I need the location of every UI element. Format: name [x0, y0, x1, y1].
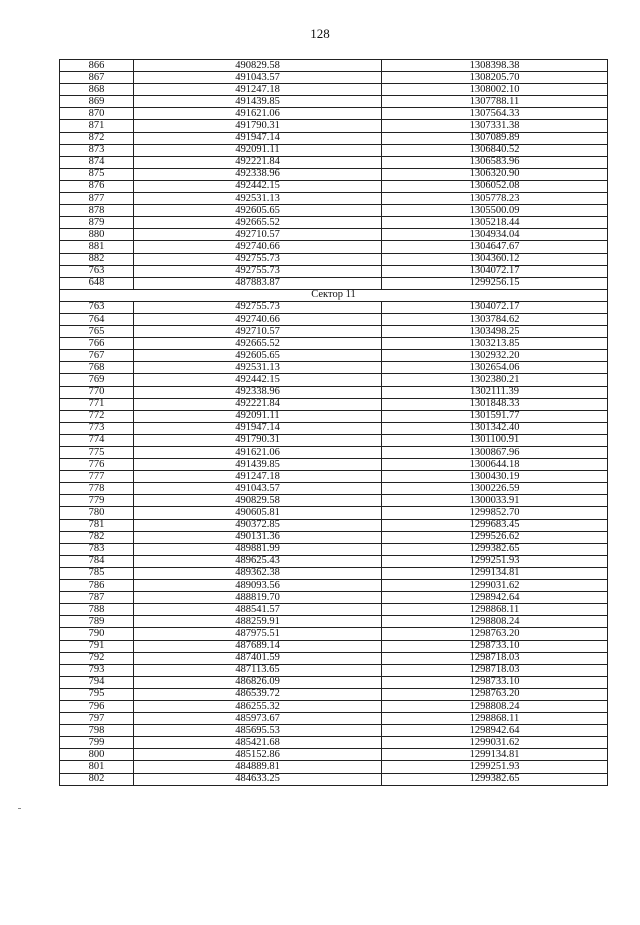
- y-coordinate-cell: 1299526.62: [382, 531, 608, 543]
- table-row: [60, 144, 608, 156]
- table-row: [60, 180, 608, 192]
- page-number: 128: [310, 26, 330, 41]
- y-coordinate-cell: 1307089.89: [382, 132, 608, 144]
- point-number-cell: 873: [60, 144, 134, 156]
- point-number-cell: 801: [60, 761, 134, 773]
- y-coordinate-cell: 1299031.62: [382, 580, 608, 592]
- table-row: [60, 422, 608, 434]
- y-coordinate-cell: 1298942.64: [382, 592, 608, 604]
- point-number-cell: 802: [60, 773, 134, 785]
- x-coordinate-cell: 489881.99: [134, 543, 382, 555]
- y-coordinate-cell: 1307564.33: [382, 108, 608, 120]
- x-coordinate-cell: 491247.18: [134, 471, 382, 483]
- table-row: [60, 616, 608, 628]
- x-coordinate-cell: 488259.91: [134, 616, 382, 628]
- y-coordinate-cell: 1303213.85: [382, 338, 608, 350]
- y-coordinate-cell: 1300226.59: [382, 483, 608, 495]
- table-row: [60, 374, 608, 386]
- table-row: [60, 592, 608, 604]
- x-coordinate-cell: 487975.51: [134, 628, 382, 640]
- table-row: [60, 156, 608, 168]
- table-row: [60, 640, 608, 652]
- table-row: [60, 604, 608, 616]
- x-coordinate-cell: 492605.65: [134, 205, 382, 217]
- point-number-cell: 879: [60, 217, 134, 229]
- table-row: [60, 447, 608, 459]
- table-row: [60, 459, 608, 471]
- x-coordinate-cell: 491790.31: [134, 434, 382, 446]
- y-coordinate-cell: 1298718.03: [382, 652, 608, 664]
- point-number-cell: 779: [60, 495, 134, 507]
- point-number-cell: 800: [60, 749, 134, 761]
- point-number-cell: 792: [60, 652, 134, 664]
- point-number-cell: 877: [60, 193, 134, 205]
- x-coordinate-cell: 492710.57: [134, 229, 382, 241]
- point-number-cell: 769: [60, 374, 134, 386]
- x-coordinate-cell: 484633.25: [134, 773, 382, 785]
- point-number-cell: 780: [60, 507, 134, 519]
- point-number-cell: 882: [60, 253, 134, 265]
- y-coordinate-cell: 1306320.90: [382, 168, 608, 180]
- table-row: [60, 193, 608, 205]
- y-coordinate-cell: 1304072.17: [382, 265, 608, 277]
- table-row: [60, 713, 608, 725]
- x-coordinate-cell: 488819.70: [134, 592, 382, 604]
- point-number-cell: 868: [60, 84, 134, 96]
- y-coordinate-cell: 1299031.62: [382, 737, 608, 749]
- table-row: [60, 688, 608, 700]
- table-row: [60, 434, 608, 446]
- point-number-cell: 869: [60, 96, 134, 108]
- point-number-cell: 770: [60, 386, 134, 398]
- point-number-cell: 870: [60, 108, 134, 120]
- table-row: [60, 398, 608, 410]
- point-number-cell: 766: [60, 338, 134, 350]
- x-coordinate-cell: 492755.73: [134, 253, 382, 265]
- y-coordinate-cell: 1300033.91: [382, 495, 608, 507]
- point-number-cell: 767: [60, 350, 134, 362]
- table-row: [60, 265, 608, 277]
- x-coordinate-cell: 492665.52: [134, 338, 382, 350]
- table-row: [60, 495, 608, 507]
- table-row: [60, 301, 608, 313]
- table-row: [60, 664, 608, 676]
- y-coordinate-cell: 1304360.12: [382, 253, 608, 265]
- table-row: [60, 386, 608, 398]
- table-row: [60, 120, 608, 132]
- x-coordinate-cell: 485695.53: [134, 725, 382, 737]
- table-row: [60, 749, 608, 761]
- table-row: [60, 205, 608, 217]
- table-row: [60, 543, 608, 555]
- x-coordinate-cell: 491621.06: [134, 108, 382, 120]
- table-row: [60, 555, 608, 567]
- y-coordinate-cell: 1298808.24: [382, 700, 608, 712]
- table-row: [60, 507, 608, 519]
- x-coordinate-cell: 485152.86: [134, 749, 382, 761]
- y-coordinate-cell: 1302932.20: [382, 350, 608, 362]
- y-coordinate-cell: 1301848.33: [382, 398, 608, 410]
- point-number-cell: 763: [60, 265, 134, 277]
- y-coordinate-cell: 1299256.15: [382, 277, 608, 289]
- x-coordinate-cell: 491439.85: [134, 96, 382, 108]
- table-row: [60, 676, 608, 688]
- point-number-cell: 776: [60, 459, 134, 471]
- point-number-cell: 875: [60, 168, 134, 180]
- y-coordinate-cell: 1298763.20: [382, 688, 608, 700]
- x-coordinate-cell: 492755.73: [134, 265, 382, 277]
- y-coordinate-cell: 1300867.96: [382, 447, 608, 459]
- point-number-cell: 763: [60, 301, 134, 313]
- x-coordinate-cell: 484889.81: [134, 761, 382, 773]
- x-coordinate-cell: 491439.85: [134, 459, 382, 471]
- y-coordinate-cell: 1306583.96: [382, 156, 608, 168]
- y-coordinate-cell: 1299251.93: [382, 555, 608, 567]
- point-number-cell: 872: [60, 132, 134, 144]
- y-coordinate-cell: 1298942.64: [382, 725, 608, 737]
- sector-label: Сектор 11: [60, 289, 608, 301]
- x-coordinate-cell: 490131.36: [134, 531, 382, 543]
- table-row: [60, 350, 608, 362]
- x-coordinate-cell: 486826.09: [134, 676, 382, 688]
- x-coordinate-cell: 486539.72: [134, 688, 382, 700]
- x-coordinate-cell: 492091.11: [134, 410, 382, 422]
- x-coordinate-cell: 492605.65: [134, 350, 382, 362]
- y-coordinate-cell: 1302111.39: [382, 386, 608, 398]
- table-row: [60, 338, 608, 350]
- point-number-cell: 768: [60, 362, 134, 374]
- point-number-cell: 648: [60, 277, 134, 289]
- x-coordinate-cell: 491043.57: [134, 72, 382, 84]
- y-coordinate-cell: 1298868.11: [382, 713, 608, 725]
- point-number-cell: 786: [60, 580, 134, 592]
- table-row: [60, 326, 608, 338]
- point-number-cell: 775: [60, 447, 134, 459]
- point-number-cell: 791: [60, 640, 134, 652]
- x-coordinate-cell: 490829.58: [134, 495, 382, 507]
- x-coordinate-cell: 487689.14: [134, 640, 382, 652]
- table-row: [60, 725, 608, 737]
- y-coordinate-cell: 1305778.23: [382, 193, 608, 205]
- point-number-cell: 764: [60, 313, 134, 325]
- table-row: [60, 60, 608, 72]
- point-number-cell: 867: [60, 72, 134, 84]
- point-number-cell: 777: [60, 471, 134, 483]
- coordinates-table-body: [60, 60, 608, 786]
- point-number-cell: 774: [60, 434, 134, 446]
- y-coordinate-cell: 1304072.17: [382, 301, 608, 313]
- x-coordinate-cell: 487401.59: [134, 652, 382, 664]
- table-row: [60, 108, 608, 120]
- table-row: [60, 168, 608, 180]
- table-row: [60, 580, 608, 592]
- x-coordinate-cell: 489093.56: [134, 580, 382, 592]
- x-coordinate-cell: 491621.06: [134, 447, 382, 459]
- y-coordinate-cell: 1298868.11: [382, 604, 608, 616]
- x-coordinate-cell: 490605.81: [134, 507, 382, 519]
- table-row: [60, 277, 608, 289]
- y-coordinate-cell: 1299382.65: [382, 773, 608, 785]
- x-coordinate-cell: 489362.38: [134, 567, 382, 579]
- point-number-cell: 781: [60, 519, 134, 531]
- x-coordinate-cell: 488541.57: [134, 604, 382, 616]
- table-row: [60, 84, 608, 96]
- y-coordinate-cell: 1302654.06: [382, 362, 608, 374]
- x-coordinate-cell: 492665.52: [134, 217, 382, 229]
- point-number-cell: 782: [60, 531, 134, 543]
- x-coordinate-cell: 492091.11: [134, 144, 382, 156]
- y-coordinate-cell: 1301342.40: [382, 422, 608, 434]
- x-coordinate-cell: 492442.15: [134, 180, 382, 192]
- table-row: [60, 241, 608, 253]
- y-coordinate-cell: 1306840.52: [382, 144, 608, 156]
- table-row: [60, 773, 608, 785]
- table-row: [60, 217, 608, 229]
- x-coordinate-cell: 491247.18: [134, 84, 382, 96]
- y-coordinate-cell: 1307331.38: [382, 120, 608, 132]
- y-coordinate-cell: 1298763.20: [382, 628, 608, 640]
- y-coordinate-cell: 1300430.19: [382, 471, 608, 483]
- table-row: [60, 410, 608, 422]
- y-coordinate-cell: 1307788.11: [382, 96, 608, 108]
- x-coordinate-cell: 492740.66: [134, 241, 382, 253]
- point-number-cell: 798: [60, 725, 134, 737]
- x-coordinate-cell: 487113.65: [134, 664, 382, 676]
- point-number-cell: 788: [60, 604, 134, 616]
- y-coordinate-cell: 1298808.24: [382, 616, 608, 628]
- point-number-cell: 772: [60, 410, 134, 422]
- y-coordinate-cell: 1306052.08: [382, 180, 608, 192]
- table-row: [60, 567, 608, 579]
- x-coordinate-cell: 485421.68: [134, 737, 382, 749]
- y-coordinate-cell: 1299134.81: [382, 567, 608, 579]
- x-coordinate-cell: 491947.14: [134, 132, 382, 144]
- sector-header-row: [60, 289, 608, 301]
- y-coordinate-cell: 1298733.10: [382, 676, 608, 688]
- y-coordinate-cell: 1299251.93: [382, 761, 608, 773]
- x-coordinate-cell: 492740.66: [134, 313, 382, 325]
- table-row: [60, 700, 608, 712]
- point-number-cell: 789: [60, 616, 134, 628]
- y-coordinate-cell: 1299852.70: [382, 507, 608, 519]
- point-number-cell: 778: [60, 483, 134, 495]
- point-number-cell: 880: [60, 229, 134, 241]
- y-coordinate-cell: 1308205.70: [382, 72, 608, 84]
- table-row: [60, 96, 608, 108]
- x-coordinate-cell: 492221.84: [134, 398, 382, 410]
- x-coordinate-cell: 492221.84: [134, 156, 382, 168]
- y-coordinate-cell: 1308398.38: [382, 60, 608, 72]
- y-coordinate-cell: 1304647.67: [382, 241, 608, 253]
- table-row: [60, 483, 608, 495]
- x-coordinate-cell: 485973.67: [134, 713, 382, 725]
- x-coordinate-cell: 491043.57: [134, 483, 382, 495]
- y-coordinate-cell: 1303498.25: [382, 326, 608, 338]
- point-number-cell: 866: [60, 60, 134, 72]
- x-coordinate-cell: 491947.14: [134, 422, 382, 434]
- point-number-cell: 793: [60, 664, 134, 676]
- x-coordinate-cell: 492531.13: [134, 362, 382, 374]
- coordinates-table: [59, 59, 608, 786]
- table-row: [60, 253, 608, 265]
- table-row: [60, 737, 608, 749]
- table-row: [60, 132, 608, 144]
- table-row: [60, 229, 608, 241]
- point-number-cell: 797: [60, 713, 134, 725]
- y-coordinate-cell: 1301591.77: [382, 410, 608, 422]
- point-number-cell: 871: [60, 120, 134, 132]
- x-coordinate-cell: 491790.31: [134, 120, 382, 132]
- table-row: [60, 652, 608, 664]
- table-row: [60, 313, 608, 325]
- y-coordinate-cell: 1303784.62: [382, 313, 608, 325]
- x-coordinate-cell: 489625.43: [134, 555, 382, 567]
- table-row: [60, 362, 608, 374]
- table-row: [60, 519, 608, 531]
- point-number-cell: 876: [60, 180, 134, 192]
- table-row: [60, 761, 608, 773]
- table-row: [60, 72, 608, 84]
- x-coordinate-cell: 486255.32: [134, 700, 382, 712]
- x-coordinate-cell: 492710.57: [134, 326, 382, 338]
- x-coordinate-cell: 487883.87: [134, 277, 382, 289]
- y-coordinate-cell: 1299683.45: [382, 519, 608, 531]
- point-number-cell: 796: [60, 700, 134, 712]
- point-number-cell: 771: [60, 398, 134, 410]
- y-coordinate-cell: 1298718.03: [382, 664, 608, 676]
- x-coordinate-cell: 492531.13: [134, 193, 382, 205]
- point-number-cell: 878: [60, 205, 134, 217]
- table-row: [60, 531, 608, 543]
- point-number-cell: 785: [60, 567, 134, 579]
- x-coordinate-cell: 492755.73: [134, 301, 382, 313]
- x-coordinate-cell: 490372.85: [134, 519, 382, 531]
- x-coordinate-cell: 492442.15: [134, 374, 382, 386]
- point-number-cell: 790: [60, 628, 134, 640]
- x-coordinate-cell: 492338.96: [134, 386, 382, 398]
- x-coordinate-cell: 492338.96: [134, 168, 382, 180]
- y-coordinate-cell: 1308002.10: [382, 84, 608, 96]
- y-coordinate-cell: 1304934.04: [382, 229, 608, 241]
- y-coordinate-cell: 1305500.09: [382, 205, 608, 217]
- x-coordinate-cell: 490829.58: [134, 60, 382, 72]
- y-coordinate-cell: 1301100.91: [382, 434, 608, 446]
- scan-mark: [18, 808, 21, 809]
- y-coordinate-cell: 1305218.44: [382, 217, 608, 229]
- point-number-cell: 881: [60, 241, 134, 253]
- table-row: [60, 628, 608, 640]
- point-number-cell: 784: [60, 555, 134, 567]
- point-number-cell: 765: [60, 326, 134, 338]
- point-number-cell: 795: [60, 688, 134, 700]
- point-number-cell: 794: [60, 676, 134, 688]
- point-number-cell: 783: [60, 543, 134, 555]
- point-number-cell: 799: [60, 737, 134, 749]
- y-coordinate-cell: 1299382.65: [382, 543, 608, 555]
- point-number-cell: 773: [60, 422, 134, 434]
- point-number-cell: 787: [60, 592, 134, 604]
- y-coordinate-cell: 1299134.81: [382, 749, 608, 761]
- point-number-cell: 874: [60, 156, 134, 168]
- y-coordinate-cell: 1300644.18: [382, 459, 608, 471]
- table-row: [60, 471, 608, 483]
- y-coordinate-cell: 1302380.21: [382, 374, 608, 386]
- y-coordinate-cell: 1298733.10: [382, 640, 608, 652]
